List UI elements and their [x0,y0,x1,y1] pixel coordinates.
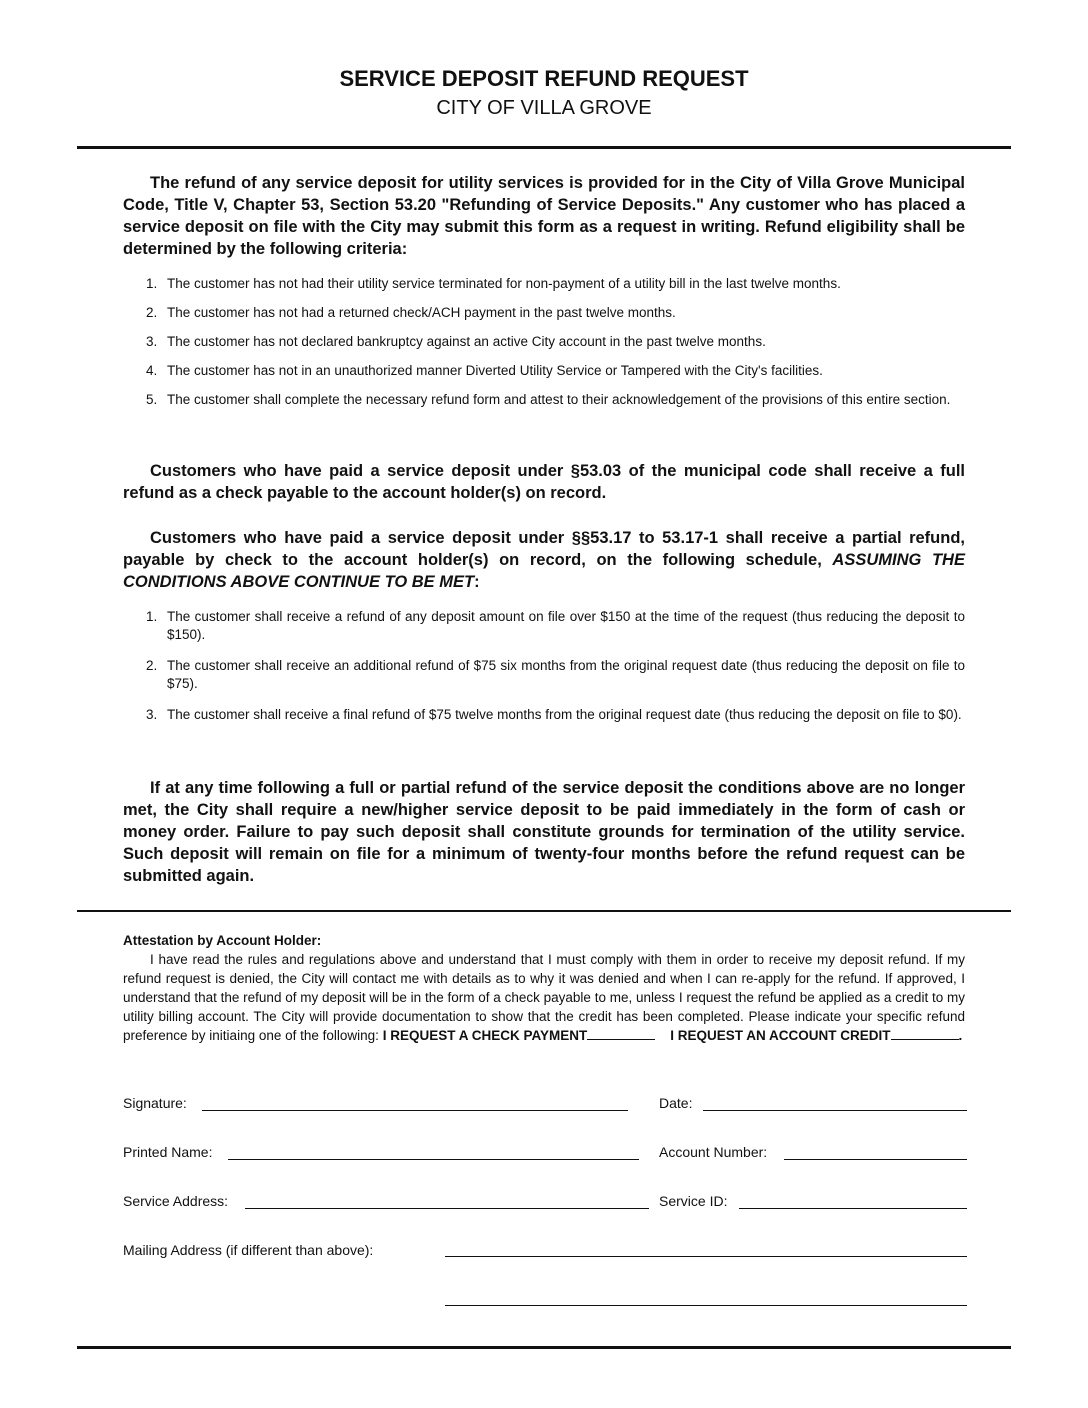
attestation-heading: Attestation by Account Holder: [123,933,322,948]
conditions-emphasis: ASSUMING THE CONDITIONS ABOVE CONTINUE TO BE MET [123,551,965,591]
criteria-item: 5. The customer shall complete the necessary refund form and attest to their acknowledgement of the provisions of this entire section. [146,392,951,407]
printed-name-field[interactable] [228,1159,639,1160]
signature-field[interactable] [202,1110,628,1111]
full-refund-paragraph: Customers who have paid a service deposit under §53.03 of the municipal code shall receive a full refund as a check payable to the account holder(s) on record. [123,462,965,502]
criteria-item: 4. The customer has not in an unauthorized manner Diverted Utility Service or Tampered with the City's facilities. [146,363,823,378]
page-title: SERVICE DEPOSIT REFUND REQUEST [339,66,749,91]
date-field[interactable] [703,1110,967,1111]
service-id-label: Service ID: [659,1193,728,1209]
account-number-field[interactable] [784,1159,967,1160]
schedule-item: 3. The customer shall receive a final refund of $75 twelve months from the original request date (thus reducing the deposit on file to $0). [146,707,962,722]
attestation-body: I have read the rules and regulations above and understand that I must comply with them in order to receive my deposit refund. If my refund request is denied, the City will contact me with details as to why it was denied and when I can re-apply for the refund. If approved, I understand that the refund of my deposit will be in the form of a check payable to me, unless I request the refund be applied as a credit to my utility billing account. The City will provide documentation to show that the credit has been completed. Please indicate your specific refund preference by initiaing one of the following: I REQUEST A CHECK PAYMENT I REQUEST AN ACCOUNT CREDIT . [123,952,965,1043]
schedule-item: 2. The customer shall receive an additional refund of $75 six months from the original request date (thus reducing the deposit on file to $75). [146,658,965,691]
printed-name-label: Printed Name: [123,1144,213,1160]
signature-label: Signature: [123,1095,187,1111]
criteria-item: 2. The customer has not had a returned check/ACH payment in the past twelve months. [146,305,676,320]
mailing-address-field-line-1[interactable] [445,1256,967,1257]
service-id-field[interactable] [739,1208,967,1209]
criteria-item: 3. The customer has not declared bankruptcy against an active City account in the past twelve months. [146,334,766,349]
partial-refund-paragraph: Customers who have paid a service deposit under §§53.17 to 53.17-1 shall receive a partial refund, payable by check to the account holder(s) on record, on the following schedule, ASSUMING THE CONDITIONS ABOVE CONTINUE TO BE MET: [123,529,965,591]
account-credit-initial-blank[interactable] [891,1038,959,1040]
account-credit-option: I REQUEST AN ACCOUNT CREDIT [670,1028,891,1043]
mailing-address-field-line-2[interactable] [445,1305,967,1306]
criteria-item: 1. The customer has not had their utility service terminated for non-payment of a utility bill in the last twelve months. [146,276,841,291]
check-payment-option: I REQUEST A CHECK PAYMENT [382,1028,588,1043]
top-divider [77,146,1011,149]
bottom-divider [77,1346,1011,1349]
warning-paragraph: If at any time following a full or partial refund of the service deposit the conditions above are no longer met, the City shall require a new/higher service deposit to be paid immediately in the form of cash or money order. Failure to pay such deposit shall constitute grounds for termination of the utility service. Such deposit will remain on file for a minimum of twenty-four months before the refund request can be submitted again. [123,779,965,885]
schedule-list [146,608,965,724]
middle-divider [77,910,1011,912]
check-payment-initial-blank[interactable] [587,1038,655,1040]
intro-paragraph: The refund of any service deposit for utility services is provided for in the City of Villa Grove Municipal Code, Title V, Chapter 53, Section 53.20 "Refunding of Service Deposits." Any customer who has placed a service deposit on file with the City may submit this form as a request in writing. Refund eligibility shall be determined by the following criteria: [123,174,965,258]
page-subtitle: CITY OF VILLA GROVE [436,97,652,119]
service-address-label: Service Address: [123,1193,229,1209]
mailing-address-label: Mailing Address (if different than above): [123,1242,374,1258]
account-number-label: Account Number: [659,1144,768,1160]
criteria-list [146,275,965,409]
service-address-field[interactable] [245,1208,649,1209]
date-label: Date: [659,1095,693,1111]
schedule-item: 1. The customer shall receive a refund of any deposit amount on file over $150 at the time of the request (thus reducing the deposit to $150). [146,609,965,642]
